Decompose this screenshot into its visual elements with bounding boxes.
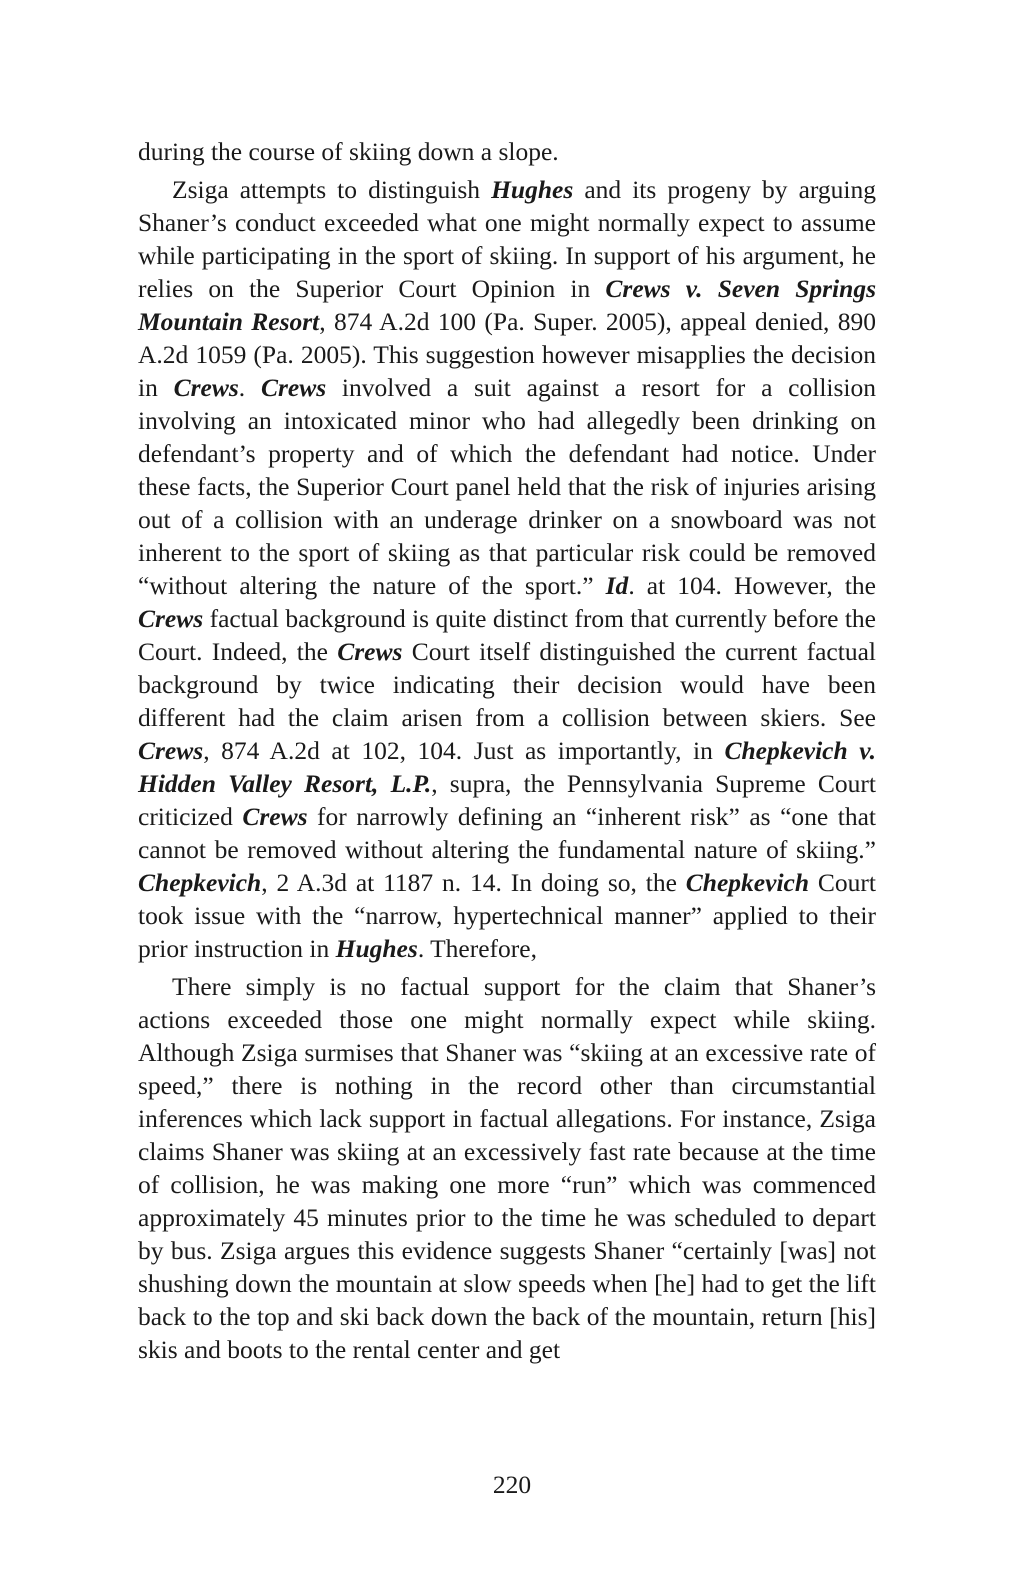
text-segment: , supra, the Pennsylvania Supreme Court criticized: [138, 769, 876, 831]
text-segment: during the course of skiing down a slope.: [138, 137, 559, 166]
paragraph-1: [138, 135, 876, 168]
text-segment: for narrowly defining an “inherent risk” as “one that cannot be removed without altering the fundamental nature of skiing.”: [138, 802, 876, 864]
case-citation: Chepkevich: [138, 868, 262, 897]
text-segment: . Therefore,: [417, 934, 537, 963]
case-citation: Crews: [260, 373, 327, 402]
text-segment: involved a suit against a resort for a collision involving an intoxicated minor who had allegedly been drinking on defendant’s property and of which the defendant had notice. Under these facts, the Superior Court panel held that the risk of injuries arising out of a collision with an underage drinker on a snowboard was not inherent to the sport of skiing as that particular risk could be removed “without altering the nature of the sport.”: [138, 373, 876, 600]
case-citation: Hughes: [335, 934, 418, 963]
case-citation: Crews: [138, 736, 204, 765]
paragraph-3: [138, 970, 876, 1366]
text-segment: , 874 A.2d at 102, 104. Just as importantly, in: [203, 736, 725, 765]
case-citation: Crews: [138, 604, 204, 633]
case-citation: Crews: [242, 802, 308, 831]
text-segment: , 874 A.2d 100 (Pa. Super. 2005), appeal denied, 890 A.2d 1059 (Pa. 2005). This suggestion however misapplies the decision in: [138, 307, 876, 402]
text-segment: Zsiga attempts to distinguish: [172, 175, 492, 204]
case-citation: Id: [605, 571, 629, 600]
page-number: 220: [492, 1470, 532, 1499]
case-citation: Crews: [337, 637, 403, 666]
case-citation: Crews: [173, 373, 239, 402]
text-segment: Court took issue with the “narrow, hypertechnical manner” applied to their prior instruction in: [138, 868, 876, 963]
document-body: [138, 135, 876, 1371]
case-citation: Hughes: [491, 175, 574, 204]
text-segment: and its progeny by arguing Shaner’s conduct exceeded what one might normally expect to assume while participating in the sport of skiing. In support of his argument, he relies on the Superior Court Opinion in: [138, 175, 876, 303]
paragraph-2: [138, 173, 876, 965]
case-citation: Crews v. Seven Springs Mountain Resort: [138, 274, 876, 336]
text-segment: There simply is no factual support for the claim that Shaner’s actions exceeded those one might normally expect while skiing. Although Zsiga surmises that Shaner was “skiing at an excessive rate of speed,” there is nothing in the record other than circumstantial inferences which lack support in factual allegations. For instance, Zsiga claims Shaner was skiing at an excessively fast rate because at the time of collision, he was making one more “run” which was commenced approximately 45 minutes prior to the time he was scheduled to depart by bus. Zsiga argues this evidence suggests Shaner “certainly [was] not shushing down the mountain at slow speeds when [he] had to get the lift back to the top and ski back down the back of the mountain, return [his] skis and boots to the rental center and get: [138, 972, 876, 1364]
text-segment: factual background is quite distinct from that currently before the Court. Indeed, the: [138, 604, 876, 666]
case-citation: Chepkevich: [685, 868, 810, 897]
text-segment: Court itself distinguished the current factual background by twice indicating their decision would have been different had the claim arisen from a collision between skiers. See: [138, 637, 876, 732]
case-citation: Chepkevich v. Hidden Valley Resort, L.P.: [138, 736, 876, 798]
text-segment: , 2 A.3d at 1187 n. 14. In doing so, the: [261, 868, 686, 897]
text-segment: .: [238, 373, 261, 402]
text-segment: . at 104. However, the: [628, 571, 876, 600]
